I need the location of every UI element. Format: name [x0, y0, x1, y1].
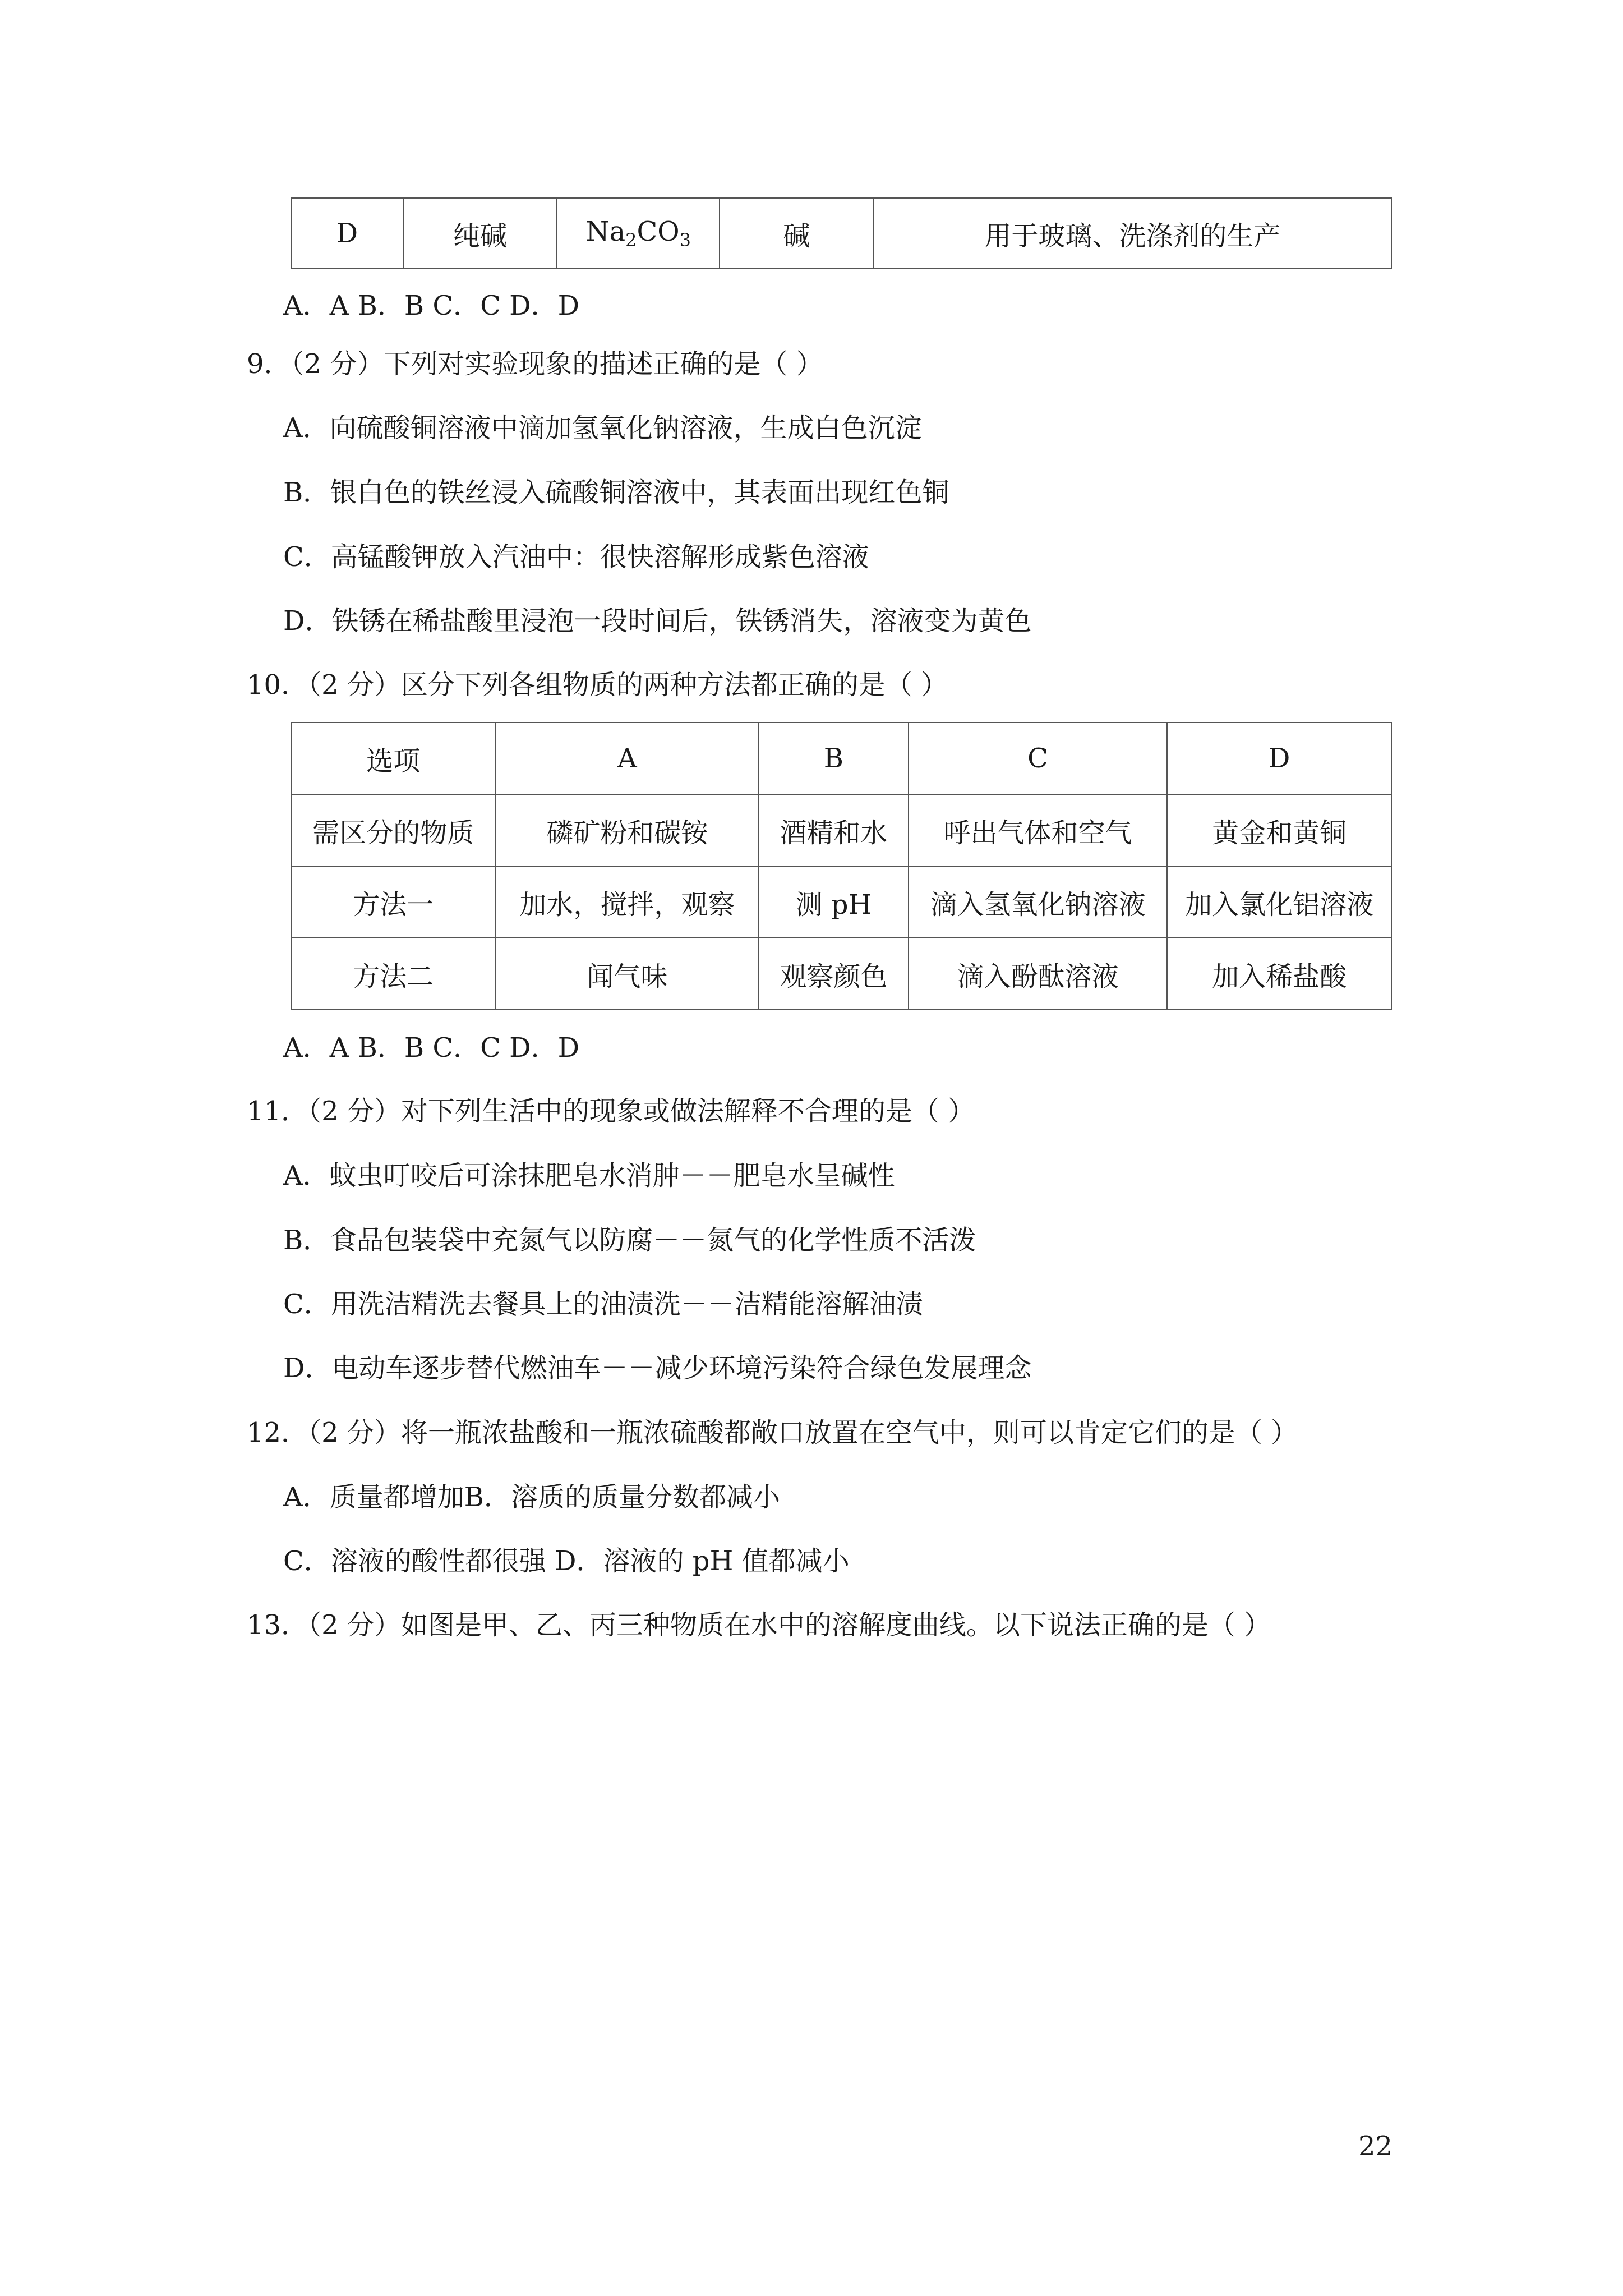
- q9-option-b: B．银白色的铁丝浸入硫酸铜溶液中，其表面出现红色铜: [283, 477, 949, 508]
- q11-option-c: C．用洗洁精洗去餐具上的油渍洗－－洁精能溶解油渍: [283, 1289, 923, 1320]
- table-cell: A: [496, 723, 759, 794]
- q10-options: A．A B．B C．C D．D: [283, 1032, 580, 1064]
- q12-stem: 12．（2 分）将一瓶浓盐酸和一瓶浓硫酸都敞口放置在空气中，则可以肯定它们的是（ ）: [247, 1417, 1298, 1448]
- table-cell: 磷矿粉和碳铵: [496, 794, 759, 866]
- formula-cell: [557, 198, 720, 269]
- table-row: [291, 198, 1391, 269]
- q11-option-a: A．蚊虫叮咬后可涂抹肥皂水消肿－－肥皂水呈碱性: [283, 1160, 895, 1191]
- formula-main: Na: [585, 216, 626, 247]
- q9-stem: 9．（2 分）下列对实验现象的描述正确的是（ ）: [247, 348, 823, 380]
- q13-stem: 13．（2 分）如图是甲、乙、丙三种物质在水中的溶解度曲线。以下说法正确的是（ ）: [247, 1609, 1271, 1641]
- table-cell: 加入氯化铝溶液: [1167, 866, 1391, 938]
- q11-stem: 11．（2 分）对下列生活中的现象或做法解释不合理的是（ ）: [247, 1096, 975, 1127]
- table-row: [291, 938, 1391, 1010]
- q10-table: [291, 722, 1392, 1010]
- table-row: [291, 866, 1391, 938]
- q9-option-a: A．向硫酸铜溶液中滴加氢氧化钠溶液，生成白色沉淀: [283, 412, 922, 444]
- table-cell: 碱: [720, 198, 874, 269]
- table-cell: 加水，搅拌，观察: [496, 866, 759, 938]
- formula-subscript: 3: [679, 229, 691, 251]
- table-cell: 纯碱: [403, 198, 557, 269]
- table-cell: 选项: [291, 723, 496, 794]
- q9-option-c: C．高锰酸钾放入汽油中：很快溶解形成紫色溶液: [283, 541, 869, 573]
- q8-table: [291, 197, 1392, 269]
- table-cell: 测 pH: [759, 866, 909, 938]
- q9-option-d: D．铁锈在稀盐酸里浸泡一段时间后，铁锈消失，溶液变为黄色: [283, 605, 1032, 637]
- table-cell: B: [759, 723, 909, 794]
- table-cell: D: [291, 198, 403, 269]
- table-cell: 用于玻璃、洗涤剂的生产: [874, 198, 1391, 269]
- table-row: [291, 794, 1391, 866]
- q11-option-b: B．食品包装袋中充氮气以防腐－－氮气的化学性质不活泼: [283, 1225, 976, 1256]
- table-cell: 方法二: [291, 938, 496, 1010]
- formula-main: CO: [637, 216, 680, 247]
- table-cell: 黄金和黄铜: [1167, 794, 1391, 866]
- table-cell: 酒精和水: [759, 794, 909, 866]
- q12-options-row2: C．溶液的酸性都很强 D．溶液的 pH 值都减小: [283, 1545, 850, 1577]
- q12-options-row1: A．质量都增加B．溶质的质量分数都减小: [283, 1481, 780, 1513]
- formula-subscript: 2: [625, 229, 637, 251]
- table-cell: 观察颜色: [759, 938, 909, 1010]
- table-cell: C: [909, 723, 1168, 794]
- table-row: [291, 723, 1391, 794]
- table-cell: D: [1167, 723, 1391, 794]
- page-number: 22: [1358, 2131, 1393, 2162]
- table-cell: 呼出气体和空气: [909, 794, 1168, 866]
- q8-options: A．A B．B C．C D．D: [283, 290, 580, 321]
- q11-option-d: D．电动车逐步替代燃油车－－减少环境污染符合绿色发展理念: [283, 1352, 1032, 1384]
- table-cell: 滴入酚酞溶液: [909, 938, 1168, 1010]
- table-cell: 需区分的物质: [291, 794, 496, 866]
- table-cell: 滴入氢氧化钠溶液: [909, 866, 1168, 938]
- table-cell: 方法一: [291, 866, 496, 938]
- table-cell: 闻气味: [496, 938, 759, 1010]
- table-cell: 加入稀盐酸: [1167, 938, 1391, 1010]
- q10-stem: 10．（2 分）区分下列各组物质的两种方法都正确的是（ ）: [247, 669, 948, 701]
